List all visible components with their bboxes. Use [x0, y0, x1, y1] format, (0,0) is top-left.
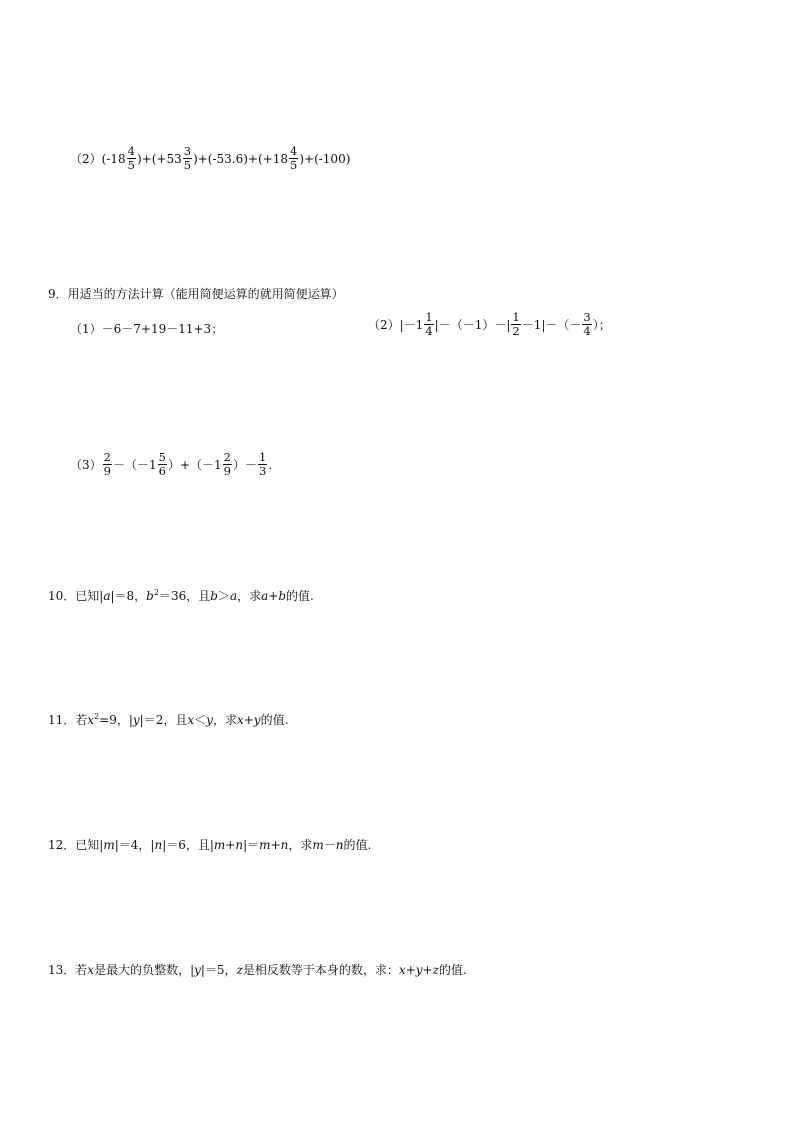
q11-prefix: 11．若 [48, 713, 88, 727]
fraction [127, 146, 136, 171]
variable-n: n [154, 837, 163, 852]
variable-m: m [103, 837, 115, 852]
fraction-denominator: 4 [425, 323, 433, 338]
fraction-denominator: 6 [158, 463, 166, 478]
q9-part2-text-4: ）； [592, 318, 611, 332]
fraction-denominator: 2 [512, 323, 520, 338]
q9-part2-text-3: －1|－（－ [521, 318, 582, 332]
q9-part3-text-4: ）－ [232, 458, 257, 472]
q12-suffix: 的值. [343, 838, 372, 852]
fraction [103, 452, 112, 477]
variable-m: m [312, 837, 324, 852]
fraction-denominator: 5 [127, 157, 135, 172]
q9-part3-text-5: . [268, 457, 273, 472]
q8-part2-expression [70, 146, 350, 171]
exponent: 2 [94, 712, 100, 721]
q12-mid1: |＝4，| [114, 838, 155, 852]
expression-m-plus-n: m+n [213, 837, 244, 852]
q9-part3-text-2: －（－1 [112, 458, 157, 472]
expression-x-plus-y: x+y [236, 712, 261, 727]
q8-part2-text-3: )+(-53.6)+(+18 [193, 151, 288, 166]
fraction-numerator: 3 [183, 144, 192, 158]
q12-mid2: |＝6，且| [162, 838, 214, 852]
fraction-denominator: 3 [258, 463, 267, 478]
q10-suffix: 的值. [286, 589, 314, 603]
q9-part2-label: （2）|－1 [368, 318, 424, 332]
fraction-numerator: 1 [258, 450, 267, 464]
fraction-denominator: 9 [103, 463, 111, 478]
minus-sign: － [323, 838, 336, 852]
variable-x: x [187, 712, 195, 727]
expression-x-plus-y-plus-z: x+y+z [398, 962, 439, 977]
q12-mid4: ，求 [288, 838, 313, 852]
q9-part3-text-3: ）+（－1 [167, 458, 222, 472]
q11-mid2: |＝2，且 [139, 713, 188, 727]
q13-line [48, 961, 467, 978]
q12-line [48, 836, 371, 853]
fraction-numerator: 5 [158, 450, 166, 464]
fraction [158, 452, 167, 477]
fraction-numerator: 4 [290, 144, 298, 158]
fraction-numerator: 3 [583, 310, 591, 324]
q11-line [48, 711, 288, 728]
q9-part1: （1）－6－7+19－11+3； [70, 322, 224, 336]
q10-mid3: ，求 [237, 589, 262, 603]
q12-prefix: 12．已知| [48, 838, 104, 852]
q8-part2-text-4: )+(-100) [299, 151, 351, 166]
q9-part2-text-2: |－（－1）－| [434, 318, 511, 332]
fraction [289, 146, 298, 171]
q9-title: 9．用适当的方法计算（能用简便运算的就用简便运算） [48, 287, 344, 301]
q8-part2-text-2: )+(+53 [136, 151, 182, 166]
variable-z: z [236, 962, 243, 977]
fraction-denominator: 5 [290, 157, 298, 172]
q13-suffix: 的值. [438, 963, 467, 977]
q13-mid1: 是最大的负整数，| [94, 963, 195, 977]
variable-b: b [146, 588, 154, 603]
fraction-numerator: 1 [425, 310, 433, 324]
variable-b: b [210, 588, 218, 603]
variable-y: y [132, 712, 140, 727]
fraction [582, 312, 591, 337]
q11-mid3: ，求 [212, 713, 237, 727]
variable-n: n [335, 837, 344, 852]
variable-a: a [103, 588, 111, 603]
q13-mid3: 是相反数等于本身的数，求： [242, 963, 399, 977]
less-than-sign: ＜ [194, 713, 207, 727]
q10-mid2: ＝36，且 [158, 589, 211, 603]
fraction [183, 146, 192, 171]
fraction [511, 312, 520, 337]
fraction-denominator: 9 [223, 463, 231, 478]
fraction-numerator: 1 [512, 310, 520, 324]
variable-y: y [194, 962, 201, 977]
variable-x: x [87, 962, 95, 977]
variable-x: x [87, 712, 95, 727]
fraction-numerator: 2 [103, 450, 111, 464]
q11-suffix: 的值. [260, 713, 289, 727]
q8-part2-text-1: (-18 [101, 151, 126, 166]
expression-m-plus-n: m+n [259, 837, 289, 852]
q9-part3 [70, 452, 272, 477]
q13-mid2: |＝5， [200, 963, 237, 977]
fraction [424, 312, 433, 337]
fraction-numerator: 4 [127, 144, 135, 158]
variable-a: a [229, 588, 238, 603]
q9-part2 [368, 312, 611, 337]
q11-mid1: =9，| [99, 713, 133, 727]
fraction [223, 452, 232, 477]
fraction [258, 452, 267, 477]
q12-mid3: |＝ [243, 838, 260, 852]
exponent: 2 [153, 588, 159, 597]
fraction-denominator: 5 [183, 157, 192, 172]
fraction-numerator: 2 [223, 450, 231, 464]
q13-prefix: 13．若 [48, 963, 88, 977]
greater-than-sign: ＞ [217, 589, 230, 603]
q10-mid1: |＝8， [110, 589, 147, 603]
fraction-denominator: 4 [583, 323, 591, 338]
q10-prefix: 10．已知| [48, 589, 104, 603]
q10-line [48, 587, 314, 604]
q8-part2-label: （2） [70, 152, 102, 166]
variable-y: y [206, 712, 213, 727]
expression-a-plus-b: a+b [261, 588, 286, 603]
q9-part3-label: （3） [70, 458, 102, 472]
